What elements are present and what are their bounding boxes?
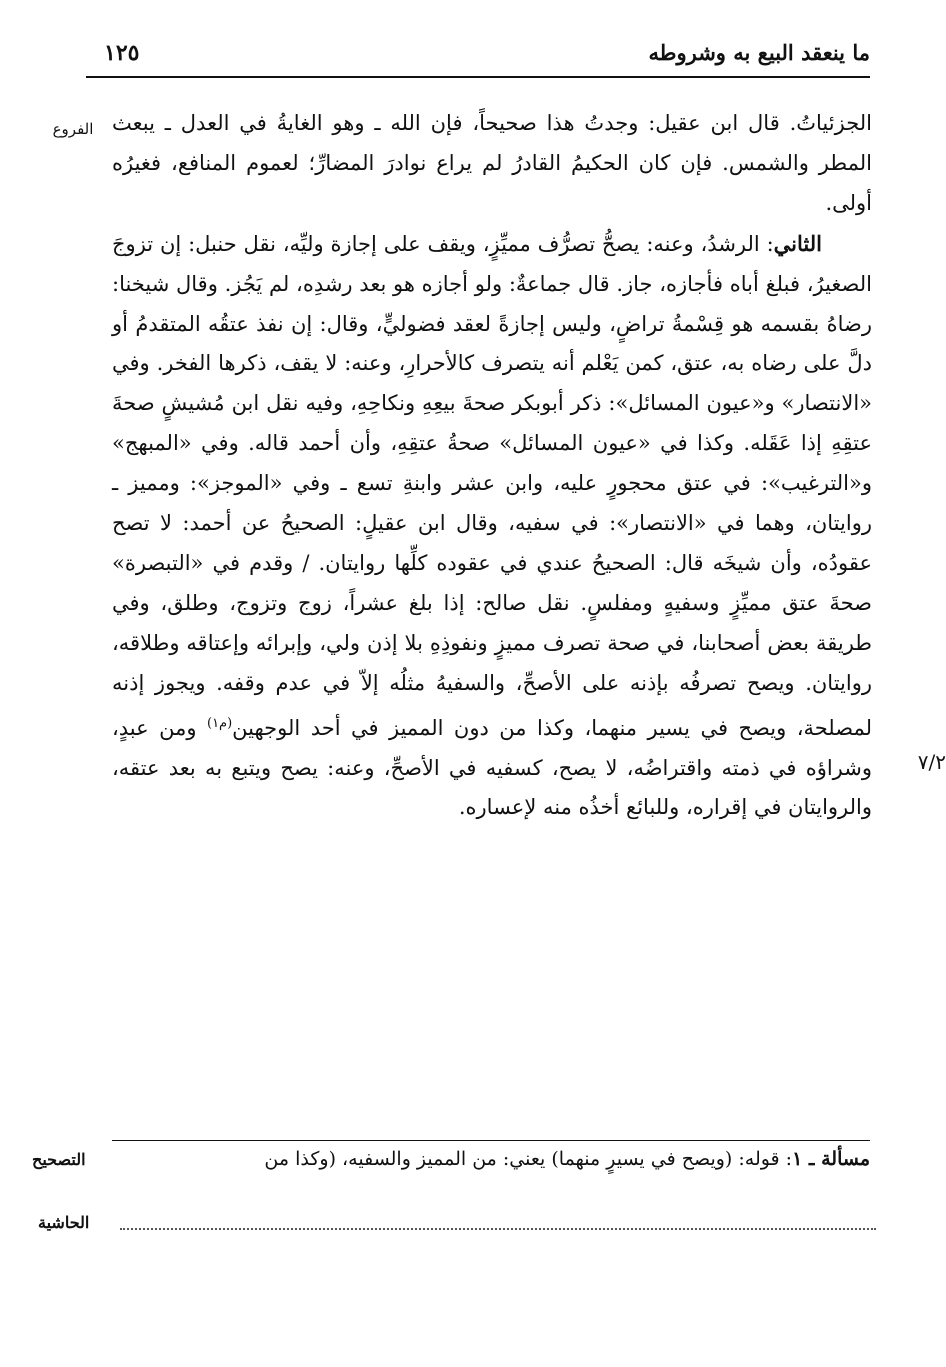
tashih-section xyxy=(110,1148,870,1170)
running-header-title: ما ينعقد البيع به وشروطه xyxy=(648,40,870,65)
paragraph-2-lead: الثاني xyxy=(773,230,822,256)
margin-volume-page-ref: ٧/٢ xyxy=(917,750,946,774)
page-number: ١٢٥ xyxy=(104,40,140,66)
tashih-lead: مسألة ـ ١ xyxy=(792,1148,870,1170)
header-rule xyxy=(86,76,870,78)
main-text xyxy=(112,104,872,828)
paragraph-2 xyxy=(112,224,872,829)
paragraph-2-text-a: : الرشدُ، وعنه: يصحُّ تصرُّف مميِّزٍ، ويقف على إجازة وليِّه، نقل حنبل: إن تزوجَ الصغيرُ، فبلغ أباه فأجازه، جاز. قال جماعةٌ: ولو أجازه هو بعد رشدِه، لم يَجُز. وقال شيخنا: رضاهُ بقسمه هو قِسْمةُ تراضٍ، وليس إجازةً لعقد فضوليٍّ، وقال: إن نفذ عتقُه المتقدمُ أو دلَّ على رضاه به، عتق، كمن يَعْلم أنه يتصرف كالأحرارِ، وعنه: لا يقف، ذكرها الفخر. وفي «الانتصار» و«عيون المسائل»: ذكر أبوبكر صحةَ بيعِهِ ونكاحِهِ، وفيه نقل ابن مُشيشٍ صحةَ عتقِهِ إذا عَقَله. وكذا في «عيون المسائل» صحةُ عتقِهِ، وأن أحمد قاله. وفي «المبهج» و«الترغيب»: في عتق محجورٍ عليه، وابن عشر وابنةِ تسع ـ وفي «الموجز»: ومميز ـ روايتان، وهما في «الانتصار»: في سفيه، وقال ابن عقيلٍ: الصحيحُ عن أحمد: لا تصح عقودُه، وأن شيخَه قال: الصحيحُ عندي في عقوده كلِّها روايتان. / وقدم في «التبصرة» صحةَ عتق مميِّزٍ وسفيهٍ ومفلسٍ. نقل صالح: إذا بلغ عشراً، زوج وتزوج، وطلق، وفي طريقة بعض أصحابنا، في صحة تصرف مميزٍ ونفوذِهِ بلا إذن ولي، وإبرائه وإعتاقه وطلاقه، روايتان. ويصح تصرفُه بإذنه على الأصحِّ، والسفيهُ مثلُه إلاّ في عدم وقفه. ويجوز إذنه لمصلحة، ويصح في يسير منهما، وكذا من دون المميز في أحد الوجهين xyxy=(112,231,872,740)
margin-label-furu: الفروع xyxy=(52,120,94,138)
margin-label-tashih: التصحيح xyxy=(32,1150,86,1169)
margin-label-hashia: الحاشية xyxy=(38,1213,90,1232)
paragraph-2-text-b: ومن عبدٍ، وشراؤه في ذمته واقتراضُه، لا يصح، كسفيه في الأصحِّ، وعنه: يصح ويتبع به بعد عتقه، والروايتان في إقراره، وللبائع أخذُه منه لإعساره. xyxy=(112,715,872,820)
paragraph-1: الجزئياتُ. قال ابن عقيل: وجدتُ هذا صحيحاً، فإن الله ـ وهو الغايةُ في العدل ـ يبعث المطر والشمس. فإن كان الحكيمُ القادرُ لم يراع نوادرَ المضارِّ؛ لعموم المنافع، فغيرُه أولى. xyxy=(112,111,872,215)
hashia-dotted-line xyxy=(120,1228,876,1230)
body-divider xyxy=(112,1140,870,1141)
tashih-body: : قوله: (ويصح في يسيرٍ منهما) يعني: من المميز والسفيه، (وكذا من xyxy=(264,1148,793,1170)
footnote-marker: (م١) xyxy=(206,715,233,731)
